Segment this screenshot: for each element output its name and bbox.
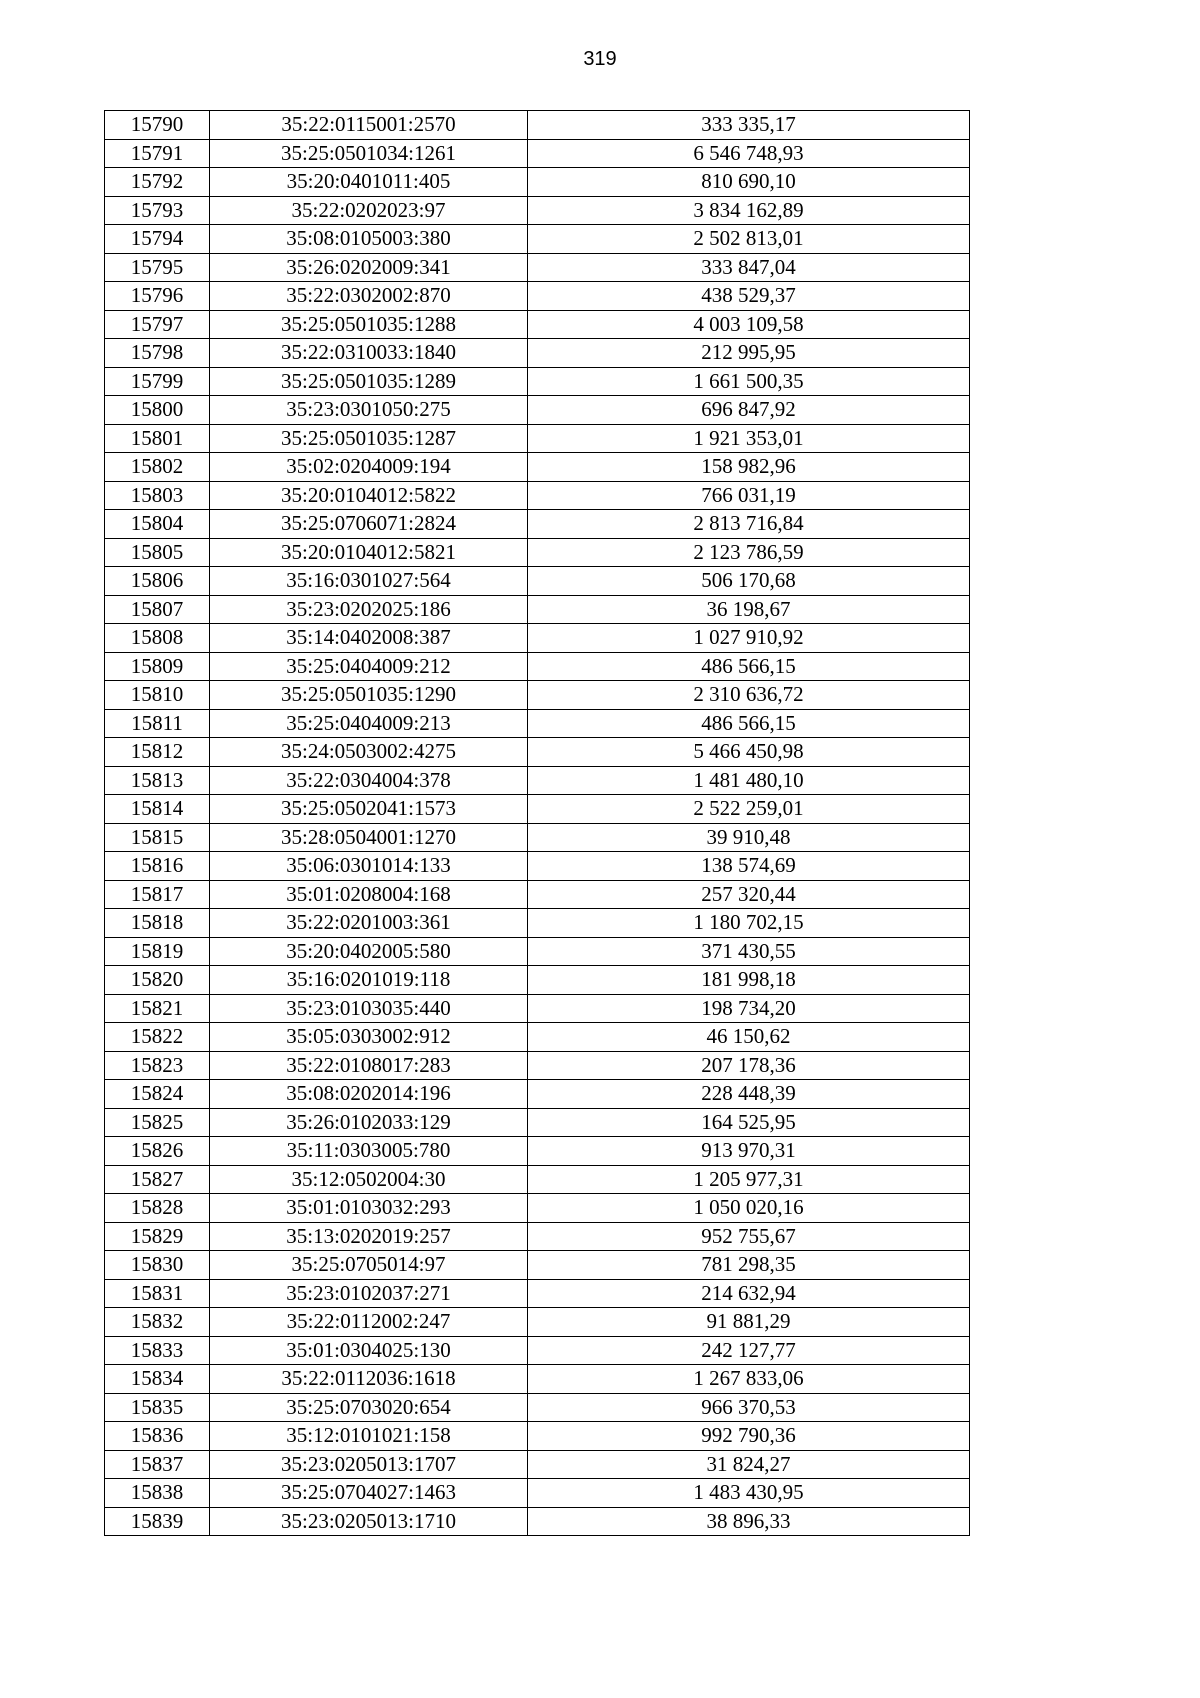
table-row (105, 1222, 970, 1251)
row-number-cell: 15813 (105, 766, 210, 795)
row-number-cell: 15838 (105, 1479, 210, 1508)
row-number-cell: 15816 (105, 852, 210, 881)
row-number-cell: 15834 (105, 1365, 210, 1394)
table-row (105, 994, 970, 1023)
cadastral-number-cell: 35:01:0103032:293 (210, 1194, 528, 1223)
cadastral-value-cell: 1 180 702,15 (528, 909, 970, 938)
cadastral-number-cell: 35:25:0706071:2824 (210, 510, 528, 539)
table-row (105, 966, 970, 995)
cadastral-value-cell: 158 982,96 (528, 453, 970, 482)
row-number-cell: 15837 (105, 1450, 210, 1479)
cadastral-value-cell: 486 566,15 (528, 709, 970, 738)
row-number-cell: 15825 (105, 1108, 210, 1137)
cadastral-number-cell: 35:22:0112002:247 (210, 1308, 528, 1337)
cadastral-number-cell: 35:20:0104012:5822 (210, 481, 528, 510)
cadastral-value-cell: 2 502 813,01 (528, 225, 970, 254)
cadastral-value-cell: 913 970,31 (528, 1137, 970, 1166)
row-number-cell: 15821 (105, 994, 210, 1023)
row-number-cell: 15827 (105, 1165, 210, 1194)
cadastral-number-cell: 35:16:0301027:564 (210, 567, 528, 596)
row-number-cell: 15796 (105, 282, 210, 311)
cadastral-number-cell: 35:22:0310033:1840 (210, 339, 528, 368)
cadastral-number-cell: 35:22:0304004:378 (210, 766, 528, 795)
cadastral-number-cell: 35:20:0401011:405 (210, 168, 528, 197)
cadastral-number-cell: 35:25:0404009:213 (210, 709, 528, 738)
cadastral-number-cell: 35:23:0301050:275 (210, 396, 528, 425)
cadastral-value-cell: 6 546 748,93 (528, 139, 970, 168)
cadastral-number-cell: 35:14:0402008:387 (210, 624, 528, 653)
cadastral-number-cell: 35:25:0502041:1573 (210, 795, 528, 824)
table-row (105, 1080, 970, 1109)
table-body (105, 111, 970, 1536)
row-number-cell: 15831 (105, 1279, 210, 1308)
row-number-cell: 15808 (105, 624, 210, 653)
table-row (105, 766, 970, 795)
table-row (105, 624, 970, 653)
cadastral-number-cell: 35:23:0205013:1710 (210, 1507, 528, 1536)
table-row (105, 225, 970, 254)
row-number-cell: 15824 (105, 1080, 210, 1109)
table-row (105, 567, 970, 596)
cadastral-value-cell: 2 522 259,01 (528, 795, 970, 824)
table-row (105, 1308, 970, 1337)
row-number-cell: 15812 (105, 738, 210, 767)
table-row (105, 652, 970, 681)
cadastral-number-cell: 35:20:0104012:5821 (210, 538, 528, 567)
table-row (105, 1422, 970, 1451)
cadastral-number-cell: 35:25:0703020:654 (210, 1393, 528, 1422)
table-row (105, 1251, 970, 1280)
cadastral-number-cell: 35:23:0102037:271 (210, 1279, 528, 1308)
cadastral-value-cell: 333 847,04 (528, 253, 970, 282)
row-number-cell: 15818 (105, 909, 210, 938)
cadastral-value-cell: 966 370,53 (528, 1393, 970, 1422)
cadastral-number-cell: 35:12:0101021:158 (210, 1422, 528, 1451)
row-number-cell: 15826 (105, 1137, 210, 1166)
table-row (105, 1051, 970, 1080)
cadastral-number-cell: 35:25:0705014:97 (210, 1251, 528, 1280)
table-row (105, 909, 970, 938)
table-row (105, 396, 970, 425)
cadastral-value-cell: 4 003 109,58 (528, 310, 970, 339)
row-number-cell: 15792 (105, 168, 210, 197)
row-number-cell: 15830 (105, 1251, 210, 1280)
table-row (105, 852, 970, 881)
row-number-cell: 15802 (105, 453, 210, 482)
row-number-cell: 15820 (105, 966, 210, 995)
cadastral-value-cell: 198 734,20 (528, 994, 970, 1023)
table-row (105, 880, 970, 909)
cadastral-number-cell: 35:26:0102033:129 (210, 1108, 528, 1137)
cadastral-value-cell: 952 755,67 (528, 1222, 970, 1251)
cadastral-number-cell: 35:24:0503002:4275 (210, 738, 528, 767)
row-number-cell: 15822 (105, 1023, 210, 1052)
row-number-cell: 15811 (105, 709, 210, 738)
cadastral-value-cell: 242 127,77 (528, 1336, 970, 1365)
cadastral-value-cell: 992 790,36 (528, 1422, 970, 1451)
row-number-cell: 15809 (105, 652, 210, 681)
cadastral-number-cell: 35:20:0402005:580 (210, 937, 528, 966)
cadastral-number-cell: 35:05:0303002:912 (210, 1023, 528, 1052)
cadastral-number-cell: 35:23:0103035:440 (210, 994, 528, 1023)
row-number-cell: 15819 (105, 937, 210, 966)
cadastral-value-cell: 1 483 430,95 (528, 1479, 970, 1508)
table-row (105, 1507, 970, 1536)
cadastral-number-cell: 35:08:0202014:196 (210, 1080, 528, 1109)
cadastral-value-table (104, 110, 970, 1536)
row-number-cell: 15835 (105, 1393, 210, 1422)
table-row (105, 1137, 970, 1166)
row-number-cell: 15803 (105, 481, 210, 510)
cadastral-number-cell: 35:01:0304025:130 (210, 1336, 528, 1365)
row-number-cell: 15814 (105, 795, 210, 824)
table-row (105, 253, 970, 282)
row-number-cell: 15833 (105, 1336, 210, 1365)
cadastral-value-cell: 1 481 480,10 (528, 766, 970, 795)
cadastral-number-cell: 35:01:0208004:168 (210, 880, 528, 909)
cadastral-number-cell: 35:08:0105003:380 (210, 225, 528, 254)
cadastral-value-cell: 1 661 500,35 (528, 367, 970, 396)
cadastral-number-cell: 35:25:0501035:1287 (210, 424, 528, 453)
cadastral-number-cell: 35:25:0404009:212 (210, 652, 528, 681)
cadastral-number-cell: 35:26:0202009:341 (210, 253, 528, 282)
cadastral-value-cell: 5 466 450,98 (528, 738, 970, 767)
row-number-cell: 15800 (105, 396, 210, 425)
cadastral-value-cell: 1 921 353,01 (528, 424, 970, 453)
cadastral-value-cell: 2 813 716,84 (528, 510, 970, 539)
cadastral-number-cell: 35:25:0704027:1463 (210, 1479, 528, 1508)
cadastral-number-cell: 35:23:0205013:1707 (210, 1450, 528, 1479)
cadastral-value-cell: 228 448,39 (528, 1080, 970, 1109)
row-number-cell: 15836 (105, 1422, 210, 1451)
cadastral-value-cell: 31 824,27 (528, 1450, 970, 1479)
table-row (105, 1336, 970, 1365)
cadastral-value-cell: 766 031,19 (528, 481, 970, 510)
cadastral-value-cell: 810 690,10 (528, 168, 970, 197)
cadastral-number-cell: 35:12:0502004:30 (210, 1165, 528, 1194)
cadastral-number-cell: 35:13:0202019:257 (210, 1222, 528, 1251)
row-number-cell: 15829 (105, 1222, 210, 1251)
cadastral-value-cell: 39 910,48 (528, 823, 970, 852)
table-row (105, 795, 970, 824)
row-number-cell: 15810 (105, 681, 210, 710)
cadastral-number-cell: 35:22:0112036:1618 (210, 1365, 528, 1394)
row-number-cell: 15801 (105, 424, 210, 453)
row-number-cell: 15791 (105, 139, 210, 168)
cadastral-value-cell: 1 205 977,31 (528, 1165, 970, 1194)
cadastral-number-cell: 35:25:0501035:1289 (210, 367, 528, 396)
row-number-cell: 15799 (105, 367, 210, 396)
cadastral-value-cell: 333 335,17 (528, 111, 970, 140)
cadastral-value-cell: 781 298,35 (528, 1251, 970, 1280)
cadastral-value-cell: 1 267 833,06 (528, 1365, 970, 1394)
table-row (105, 738, 970, 767)
row-number-cell: 15790 (105, 111, 210, 140)
row-number-cell: 15828 (105, 1194, 210, 1223)
table-row (105, 339, 970, 368)
cadastral-value-cell: 506 170,68 (528, 567, 970, 596)
cadastral-number-cell: 35:16:0201019:118 (210, 966, 528, 995)
row-number-cell: 15798 (105, 339, 210, 368)
table-row (105, 1165, 970, 1194)
table-row (105, 1365, 970, 1394)
table-row (105, 139, 970, 168)
table-row (105, 595, 970, 624)
row-number-cell: 15794 (105, 225, 210, 254)
cadastral-value-cell: 3 834 162,89 (528, 196, 970, 225)
table-row (105, 709, 970, 738)
table-row (105, 481, 970, 510)
table-row (105, 111, 970, 140)
cadastral-value-cell: 207 178,36 (528, 1051, 970, 1080)
cadastral-value-cell: 181 998,18 (528, 966, 970, 995)
table-row (105, 1450, 970, 1479)
cadastral-number-cell: 35:11:0303005:780 (210, 1137, 528, 1166)
table-row (105, 937, 970, 966)
table-row (105, 424, 970, 453)
cadastral-number-cell: 35:02:0204009:194 (210, 453, 528, 482)
cadastral-value-cell: 371 430,55 (528, 937, 970, 966)
row-number-cell: 15805 (105, 538, 210, 567)
table-row (105, 453, 970, 482)
cadastral-value-cell: 38 896,33 (528, 1507, 970, 1536)
row-number-cell: 15817 (105, 880, 210, 909)
cadastral-value-cell: 257 320,44 (528, 880, 970, 909)
cadastral-number-cell: 35:22:0202023:97 (210, 196, 528, 225)
table-row (105, 1194, 970, 1223)
table-row (105, 823, 970, 852)
row-number-cell: 15806 (105, 567, 210, 596)
table-row (105, 196, 970, 225)
cadastral-number-cell: 35:22:0201003:361 (210, 909, 528, 938)
cadastral-value-cell: 214 632,94 (528, 1279, 970, 1308)
cadastral-value-cell: 212 995,95 (528, 339, 970, 368)
cadastral-value-cell: 36 198,67 (528, 595, 970, 624)
table-row (105, 1023, 970, 1052)
row-number-cell: 15815 (105, 823, 210, 852)
row-number-cell: 15823 (105, 1051, 210, 1080)
cadastral-value-cell: 91 881,29 (528, 1308, 970, 1337)
cadastral-value-cell: 696 847,92 (528, 396, 970, 425)
cadastral-number-cell: 35:22:0302002:870 (210, 282, 528, 311)
cadastral-value-cell: 2 310 636,72 (528, 681, 970, 710)
row-number-cell: 15797 (105, 310, 210, 339)
cadastral-number-cell: 35:28:0504001:1270 (210, 823, 528, 852)
page-number: 319 (583, 48, 617, 70)
table-row (105, 538, 970, 567)
cadastral-value-cell: 164 525,95 (528, 1108, 970, 1137)
table-row (105, 282, 970, 311)
table-row (105, 367, 970, 396)
cadastral-value-cell: 438 529,37 (528, 282, 970, 311)
cadastral-value-cell: 2 123 786,59 (528, 538, 970, 567)
cadastral-value-cell: 46 150,62 (528, 1023, 970, 1052)
row-number-cell: 15804 (105, 510, 210, 539)
table-row (105, 168, 970, 197)
cadastral-value-cell: 486 566,15 (528, 652, 970, 681)
table-row (105, 1479, 970, 1508)
cadastral-number-cell: 35:25:0501035:1288 (210, 310, 528, 339)
table-row (105, 1108, 970, 1137)
table-row (105, 681, 970, 710)
cadastral-number-cell: 35:23:0202025:186 (210, 595, 528, 624)
table-row (105, 310, 970, 339)
cadastral-number-cell: 35:22:0108017:283 (210, 1051, 528, 1080)
table-row (105, 510, 970, 539)
cadastral-value-cell: 1 050 020,16 (528, 1194, 970, 1223)
cadastral-number-cell: 35:22:0115001:2570 (210, 111, 528, 140)
table-row (105, 1393, 970, 1422)
cadastral-number-cell: 35:25:0501034:1261 (210, 139, 528, 168)
table-row (105, 1279, 970, 1308)
cadastral-number-cell: 35:25:0501035:1290 (210, 681, 528, 710)
row-number-cell: 15839 (105, 1507, 210, 1536)
row-number-cell: 15795 (105, 253, 210, 282)
cadastral-number-cell: 35:06:0301014:133 (210, 852, 528, 881)
row-number-cell: 15793 (105, 196, 210, 225)
row-number-cell: 15807 (105, 595, 210, 624)
cadastral-value-cell: 138 574,69 (528, 852, 970, 881)
row-number-cell: 15832 (105, 1308, 210, 1337)
cadastral-value-cell: 1 027 910,92 (528, 624, 970, 653)
